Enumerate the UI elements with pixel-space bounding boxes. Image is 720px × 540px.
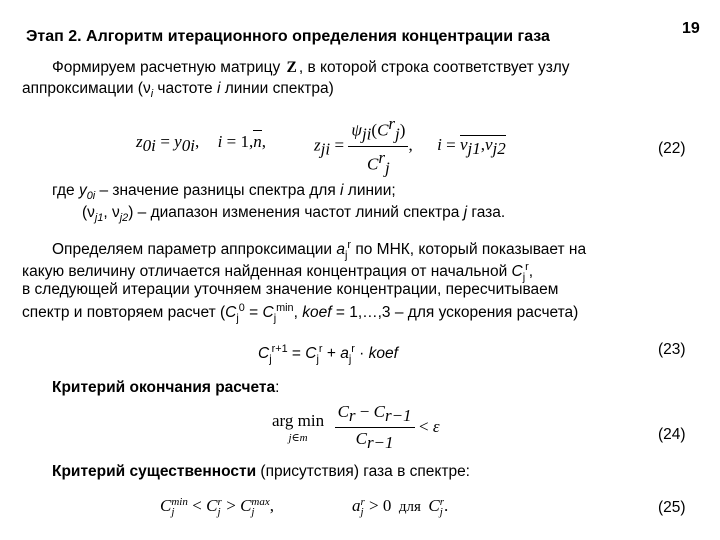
eq23-a: a [340, 345, 349, 363]
eq25-number: (25) [658, 499, 686, 516]
eq24-under: j∈m [288, 432, 308, 445]
criterion-presence-bold: Критерий существенности [52, 463, 257, 480]
param4-csub: j [236, 312, 239, 325]
eq22-z-sub: ji [320, 139, 331, 159]
where2-c: ) – диапазон изменения частот линий спектра [128, 204, 464, 221]
where1-b: – значение разницы спектра для [95, 182, 341, 199]
eq23-c2-sub: j [316, 353, 319, 366]
param4-d: = 1,…,3 – для ускорения расчета) [331, 304, 579, 322]
intro2-a: аппроксимации (ν [22, 80, 151, 97]
eq22-i2: i [437, 135, 442, 155]
eq24 [272, 402, 440, 453]
intro2-b: частоте [153, 80, 217, 97]
page-number: 19 [682, 20, 700, 37]
eq25-a-sub: j [360, 505, 364, 518]
eq24-minus: − [355, 402, 374, 421]
param4-c2: C [262, 304, 274, 322]
eq24-den-sub: r−1 [366, 433, 394, 453]
eq25-c4-sub: j [439, 505, 443, 518]
eq23-a-sup: r [351, 343, 355, 355]
eq22-nu1: ν [459, 135, 468, 155]
eq22-part1: $z_{0i} = y_{0i}$, i = 1,n, [136, 132, 266, 156]
eq22-fraction: $\frac{\psi_{ji}(C^r_j)}{C^r_j}$ [348, 114, 408, 178]
where2-a: (ν [82, 204, 95, 221]
eq23-number: (23) [658, 341, 686, 358]
eq24-number: (24) [658, 426, 686, 443]
intro2-sub: i [150, 88, 154, 101]
eq25-c3-sub: j [251, 505, 255, 518]
intro-text-a: Формируем расчетную матрицу [52, 59, 281, 76]
param1-a: Определяем параметр аппроксимации [52, 241, 337, 259]
eq24-cr-sub: r [348, 406, 356, 426]
eq22-den-sub: j [385, 158, 390, 178]
eq22-i1: i [217, 132, 223, 151]
param2-c: C [511, 263, 523, 281]
eq24-cr1-sub: r−1 [384, 406, 412, 426]
where2-sub2: j2 [119, 212, 129, 225]
eq24-cr1: C [373, 402, 385, 421]
eq25-gt: > [226, 496, 241, 515]
eq25-c3: C [240, 496, 252, 515]
where1-ysub: 0i [86, 190, 96, 203]
eq23-c2-sup: r [318, 343, 323, 355]
eq25-c3-sup: max [251, 495, 270, 508]
eq22-number: (22) [658, 140, 686, 157]
param4-eq: = [244, 304, 263, 322]
eq25-c1-sup: min [171, 495, 188, 508]
eq22-part2: $z_{ji}$ = $\frac{\psi_{ji}(C^r_j)}{C^r_j}$ , $i = \nu_{j1},\nu_{j2}$ [314, 114, 506, 178]
eq22-psi: ψ [351, 120, 362, 140]
eq23-koef: koef [368, 345, 398, 363]
eq22-nu1-sub: j1 [467, 139, 481, 159]
intro-line-2 [22, 79, 334, 104]
eq22-nu2-sub: j2 [492, 139, 506, 159]
eq25-comma: , [269, 496, 274, 515]
where2-j: j [463, 204, 468, 221]
param4-c: C [225, 304, 237, 322]
eq23-c1-sup: r+1 [271, 343, 288, 355]
criterion-end-colon: : [275, 379, 280, 396]
param1-a-sym: a [336, 241, 345, 259]
param4-c2sub: j [273, 312, 277, 325]
eq25-c2: C [206, 496, 218, 515]
slide-title: Этап 2. Алгоритм итерационного определения концентрации газа [26, 28, 550, 45]
eq25 [160, 496, 274, 517]
eq23-c1-sub: j [269, 353, 272, 366]
eq25-condition [352, 496, 448, 517]
eq24-den-c: C [355, 429, 367, 449]
eq23-plus: + [322, 345, 341, 363]
eq22-den-c: C [367, 153, 379, 173]
where2-b: , ν [103, 204, 120, 221]
eq22-cj-sub: j [395, 124, 400, 144]
eq24-lt: < [419, 416, 433, 436]
param1-b: по МНК, который показывает на [351, 241, 587, 259]
eq25-c2-sup: r [217, 495, 222, 508]
eq22-cj: C [377, 120, 389, 140]
eq22-y0: y [174, 132, 182, 151]
eq25-c4-sup: r [439, 495, 445, 508]
eq25-c2-sub: j [217, 505, 221, 518]
eq23 [258, 340, 398, 369]
intro2-i: i [216, 80, 221, 97]
where1-c: линии; [343, 182, 396, 199]
param4-c2sup: min [276, 302, 294, 314]
eq22-cj-sup: r [388, 114, 396, 133]
eq24-cr: C [337, 402, 349, 421]
eq24-argmin: arg min [272, 411, 325, 431]
eq22-nu2: ν [485, 135, 493, 155]
eq23-eq: = [287, 345, 306, 363]
param4-csup: 0 [238, 302, 245, 314]
param2-a: какую величину отличается найденная концентрация от начальной [22, 263, 512, 281]
param2-sub: j [522, 271, 526, 284]
criterion-presence-rest: (присутствия) газа в спектре: [256, 463, 470, 480]
param2-b: , [528, 263, 534, 281]
where1-i: i [340, 182, 344, 199]
param-line-3: в следующей итерации уточняем значение концентрации, пересчитываем [22, 281, 559, 298]
matrix-symbol: Z [286, 59, 297, 76]
eq25-c1: C [160, 496, 172, 515]
eq25-a: a [352, 496, 361, 515]
param-line-4 [22, 299, 578, 328]
param4-b: , [293, 304, 303, 322]
criterion-end-text: Критерий окончания расчета [52, 379, 276, 396]
param4-a: спектр и повторяем расчет ( [22, 304, 226, 322]
eq22-den-sup: r [378, 147, 386, 167]
eq24-fraction [335, 402, 415, 453]
where-line-2 [82, 203, 505, 228]
intro-text-b: , в которой строка соответствует узлу [298, 59, 570, 76]
criterion-end-label [52, 378, 279, 397]
eq25-c4: C [428, 496, 440, 515]
eq22-z0: z [136, 132, 143, 151]
eq25-dot: . [444, 496, 449, 515]
eq22-z0-sub: 0i [142, 136, 156, 156]
criterion-presence-label [52, 462, 470, 481]
eq25-dlya: для [391, 499, 429, 515]
eq25-c1-sub: j [171, 505, 175, 518]
eq23-a-sub: j [348, 353, 352, 366]
eq22-range1: = 1, [222, 132, 254, 151]
intro2-c: линии спектра) [220, 80, 334, 97]
param1-sub: j [344, 249, 348, 262]
eq22-y0-sub: 0i [181, 136, 195, 156]
eq23-c2: C [305, 345, 317, 363]
where1-y: y [78, 182, 87, 199]
where2-sub1: j1 [94, 212, 104, 225]
eq25-gt0: > 0 [364, 496, 392, 515]
eq24-eps: ε [432, 416, 440, 436]
eq25-lt: < [192, 496, 207, 515]
param4-koef: koef [302, 304, 332, 322]
eq22-psi-sub: ji [361, 124, 372, 144]
where1-a: где [52, 182, 79, 199]
intro-line-1 [52, 58, 570, 77]
eq22-z: z [314, 135, 321, 155]
eq23-dot: · [354, 345, 369, 363]
eq25-a-sup: r [360, 495, 365, 508]
eq22-n: n [253, 132, 262, 151]
eq23-c1: C [258, 345, 270, 363]
param2-sup: r [525, 261, 529, 273]
param1-sup: r [347, 239, 352, 251]
where2-d: газа. [467, 204, 506, 221]
